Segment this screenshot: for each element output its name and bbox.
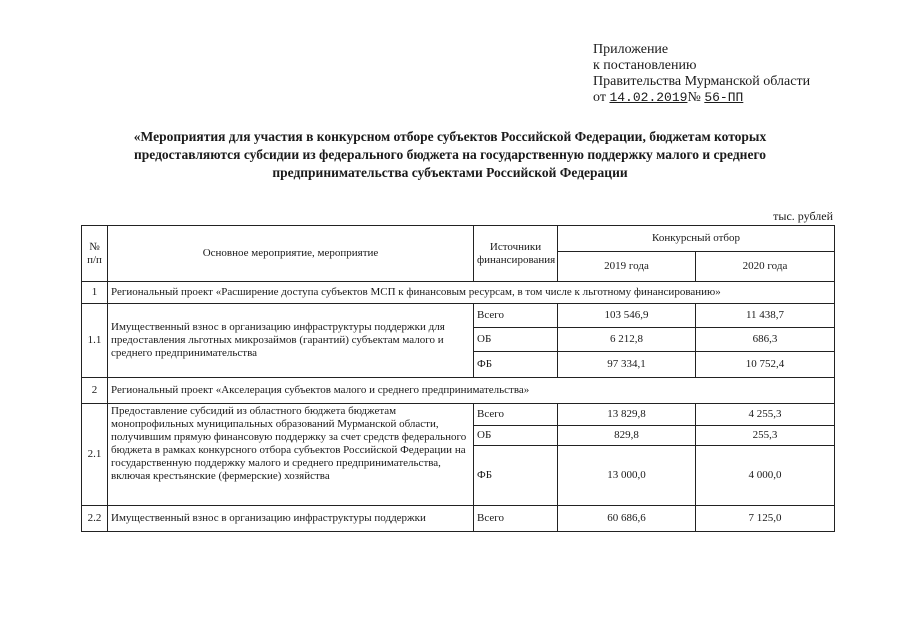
value-2020: 10 752,4 — [696, 352, 835, 378]
resolution-number: 56-ПП — [704, 90, 744, 105]
units-label: тыс. рублей — [773, 209, 833, 223]
value-2020: 255,3 — [696, 426, 835, 446]
table-row-2 — [82, 378, 835, 404]
header-competition: Конкурсный отбор — [558, 226, 835, 252]
table-row-1-1-total — [82, 304, 835, 328]
table-row-2-2-total — [82, 506, 835, 532]
source-label: Всего — [474, 404, 558, 426]
source-label: ФБ — [474, 446, 558, 506]
value-2020: 7 125,0 — [696, 506, 835, 532]
value-2020: 686,3 — [696, 328, 835, 352]
title-line-1: «Мероприятия для участия в конкурсном отборе субъектов Российской Федерации, бюджетам которых — [133, 129, 767, 144]
appendix-block — [593, 42, 810, 106]
resolution-date: 14.02.2019 — [609, 90, 688, 105]
row-text: Имущественный взнос в организацию инфраструктуры поддержки для предоставления льготных микрозаймов (гарантий) субъектам малого и среднего предпринимательства — [108, 304, 474, 378]
value-2019: 13 829,8 — [558, 404, 696, 426]
row-text: Имущественный взнос в организацию инфраструктуры поддержки — [108, 506, 474, 532]
row-num: 2 — [82, 378, 108, 404]
row-text: Предоставление субсидий из областного бюджета бюджетам монопрофильных муниципальных образований Мурманской области, получившим прямую финансовую поддержку за счет средств федерального бюджета в рамках конкурсного отбора субъектов Российской Федерации на государственную поддержку малого и среднего предпринимательства, включая крестьянские (фермерские) хозяйства — [108, 404, 474, 506]
value-2019: 829,8 — [558, 426, 696, 446]
value-2019: 13 000,0 — [558, 446, 696, 506]
row-num: 2.2 — [82, 506, 108, 532]
from-label: от — [593, 90, 606, 105]
source-label: Всего — [474, 304, 558, 328]
row-text: Региональный проект «Расширение доступа субъектов МСП к финансовым ресурсам, в том числе к льготному финансированию» — [108, 282, 835, 304]
table-row-1 — [82, 282, 835, 304]
funding-table — [81, 225, 835, 532]
document-title — [40, 128, 860, 182]
value-2019: 6 212,8 — [558, 328, 696, 352]
title-line-2: предоставляются субсидии из федерального бюджета на государственную поддержку малого и среднего — [134, 147, 766, 162]
number-label: № — [687, 90, 701, 105]
header-year-2019: 2019 года — [558, 252, 696, 282]
header-row-1 — [82, 226, 835, 252]
header-num: № п/п — [82, 226, 108, 282]
source-label: ФБ — [474, 352, 558, 378]
source-label: ОБ — [474, 328, 558, 352]
value-2020: 11 438,7 — [696, 304, 835, 328]
row-num: 1 — [82, 282, 108, 304]
value-2019: 60 686,6 — [558, 506, 696, 532]
appendix-line-1: Приложение — [593, 42, 669, 57]
table-row-2-1-total — [82, 404, 835, 426]
header-sources: Источники финансирования — [474, 226, 558, 282]
source-label: ОБ — [474, 426, 558, 446]
header-year-2020: 2020 года — [696, 252, 835, 282]
header-activity: Основное мероприятие, мероприятие — [108, 226, 474, 282]
title-line-3: предпринимательства субъектами Российской Федерации — [272, 165, 628, 180]
source-label: Всего — [474, 506, 558, 532]
appendix-line-2: к постановлению — [593, 58, 697, 73]
appendix-date-line — [593, 90, 810, 106]
row-text: Региональный проект «Акселерация субъектов малого и среднего предпринимательства» — [108, 378, 835, 404]
row-num: 2.1 — [82, 404, 108, 506]
value-2020: 4 000,0 — [696, 446, 835, 506]
appendix-line-3: Правительства Мурманской области — [593, 74, 811, 89]
value-2019: 103 546,9 — [558, 304, 696, 328]
value-2019: 97 334,1 — [558, 352, 696, 378]
value-2020: 4 255,3 — [696, 404, 835, 426]
row-num: 1.1 — [82, 304, 108, 378]
